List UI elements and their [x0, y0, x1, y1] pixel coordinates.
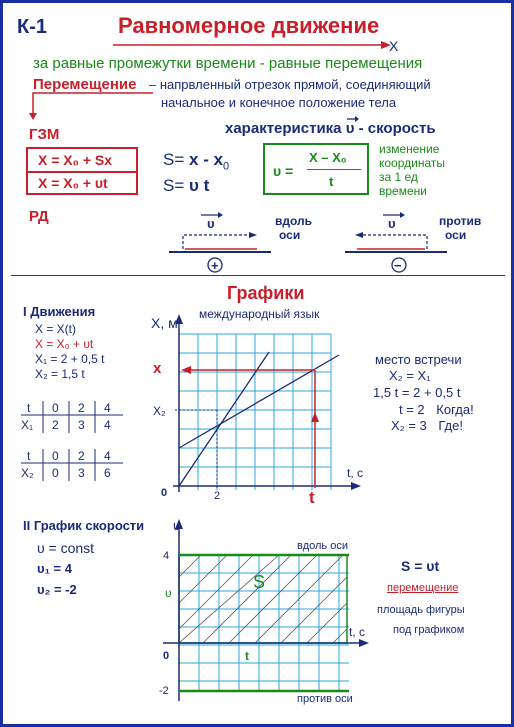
area-note-red: перемещение — [387, 582, 459, 594]
speed-formula-den: t — [329, 174, 334, 189]
table-x1-head-1: 0 — [52, 401, 59, 415]
along-vector-symbol: υ — [207, 216, 215, 231]
gzm-formula-1: X = X₀ + Sх — [38, 152, 113, 168]
speed-eq-1: υ = const — [37, 540, 95, 556]
speed-heading-vector: υ — [346, 121, 355, 136]
against-label-2: оси — [445, 228, 467, 242]
area-note-2: площадь фигуры — [377, 604, 465, 616]
table-x2-cell-3: 6 — [104, 466, 111, 480]
table-x1-head-2: 2 — [78, 401, 85, 415]
graphs-title: Графики — [227, 283, 305, 303]
gzm-formula-box — [26, 147, 138, 195]
table-x2-head-1: 0 — [52, 449, 59, 463]
speed-eq-2: υ₁ = 4 — [37, 561, 72, 576]
motion-y-axis-label: Х, м — [151, 315, 178, 331]
motion-x2-marker: X₂ — [153, 404, 166, 418]
speed-against-label: против оси — [297, 693, 353, 705]
table-x2-head-0: t — [27, 449, 31, 463]
table-x2-cell-2: 3 — [78, 466, 85, 480]
table-x1-head-3: 4 — [104, 401, 111, 415]
table-x2 — [19, 447, 129, 487]
s-formula-2-lhs: S= — [163, 176, 185, 195]
plus-sign: + — [211, 258, 219, 273]
rd-label: РД — [29, 208, 49, 225]
along-label-1: вдоль — [275, 214, 313, 228]
s-formula-2 — [163, 177, 209, 194]
table-x1-cell-1: 2 — [52, 418, 59, 432]
s-formula-1-sub: 0 — [223, 160, 230, 173]
table-x2-head-2: 2 — [78, 449, 85, 463]
motion-eq-2: X = X₀ + υt — [35, 337, 94, 351]
speed-note-4: времени — [379, 184, 427, 198]
along-label-2: оси — [279, 228, 301, 242]
meeting-line-1: X₂ = X₁ — [389, 368, 431, 383]
card-id: К-1 — [17, 16, 47, 38]
title-axis-arrow — [111, 39, 401, 53]
displacement-def-1: – напрвленный отрезок прямой, соединяющий — [149, 77, 431, 92]
motion-eq-4: X₂ = 1,5 t — [35, 367, 85, 381]
speed-y-tick-4: 4 — [163, 550, 170, 562]
displacement-term: Перемещение — [33, 76, 137, 93]
page-title: Равномерное движение — [118, 13, 380, 38]
motion-t-marker: t — [309, 488, 315, 507]
against-label-1: против — [439, 214, 482, 228]
table-x1-cell-0: X₁ — [21, 418, 34, 432]
graphs-subtitle: международный язык — [199, 307, 320, 321]
motion-eq-3: X₁ = 2 + 0,5 t — [35, 352, 105, 366]
subtitle: за равные промежутки времени - равные перемещения — [33, 55, 423, 72]
motion-heading: I Движения — [23, 304, 96, 319]
speed-heading-tail: - скорость — [358, 120, 436, 137]
gzm-label: ГЗМ — [29, 126, 60, 143]
meeting-when-label: Когда! — [436, 402, 474, 417]
minus-sign: − — [394, 258, 402, 273]
table-x1-cell-3: 4 — [104, 418, 111, 432]
speed-y-tick-m2: -2 — [159, 685, 169, 697]
speed-axis-symbol: υ — [173, 518, 181, 533]
meeting-title: место встречи — [375, 352, 462, 367]
area-note-3: под графиком — [393, 624, 465, 636]
speed-x-axis-label: t, c — [349, 625, 366, 639]
meeting-when-value: t = 2 — [399, 402, 425, 417]
speed-eq-3: υ₂ = -2 — [37, 582, 77, 597]
meeting-where-label: Где! — [438, 418, 463, 433]
speed-heading — [225, 121, 436, 136]
motion-x-axis-label: t, c — [347, 466, 364, 480]
s-formula-1-lhs: S= — [163, 150, 185, 169]
against-vector-symbol: υ — [388, 216, 396, 231]
vector-arrow-icon — [346, 115, 360, 123]
speed-along-label: вдоль оси — [297, 540, 348, 552]
against-axis-diagram — [339, 201, 449, 275]
speed-graph-heading: II График скорости — [23, 518, 145, 533]
speed-area-label: S — [253, 572, 266, 592]
displacement-def-2: начальное и конечное положение тела — [161, 95, 397, 110]
speed-formula-lhs: υ = — [273, 163, 294, 179]
section-divider — [11, 275, 505, 276]
motion-x-marker: x — [153, 360, 162, 377]
speed-y-tick-0: 0 — [163, 650, 170, 662]
speed-note-2: координаты — [379, 156, 445, 170]
speed-formula-box — [263, 143, 369, 195]
motion-eq-1: X = X(t) — [35, 322, 77, 336]
speed-note-3: за 1 ед — [379, 170, 418, 184]
along-axis-diagram — [163, 201, 273, 275]
meeting-line-3 — [399, 403, 474, 416]
s-formula-1-rhs: x - x — [189, 150, 224, 169]
speed-heading-text: характеристика — [225, 120, 342, 137]
title-axis-x: Х — [389, 38, 399, 54]
meeting-line-4 — [391, 419, 463, 432]
table-x2-cell-1: 0 — [52, 466, 59, 480]
table-x2-cell-0: X₂ — [21, 466, 34, 480]
table-x1-cell-2: 3 — [78, 418, 85, 432]
motion-graph — [143, 308, 373, 508]
speed-note-1: изменение — [379, 142, 440, 156]
area-formula: S = υt — [401, 558, 440, 574]
speed-t-label: t — [245, 649, 249, 663]
meeting-line-2: 1,5 t = 2 + 0,5 t — [373, 385, 461, 400]
table-x2-head-3: 4 — [104, 449, 111, 463]
speed-side-v: υ — [165, 586, 172, 600]
motion-origin: 0 — [161, 487, 168, 499]
s-formula-2-rhs: υ t — [189, 176, 210, 195]
gzm-formula-2: X = X₀ + υt — [38, 175, 108, 191]
meeting-where-value: X₂ = 3 — [391, 418, 427, 433]
speed-formula-num: X – X₀ — [309, 150, 347, 165]
displacement-arrow — [25, 89, 155, 121]
table-x1 — [19, 399, 129, 439]
s-formula-1 — [163, 151, 229, 172]
table-x1-head-0: t — [27, 401, 31, 415]
motion-tick-2: 2 — [214, 490, 221, 502]
